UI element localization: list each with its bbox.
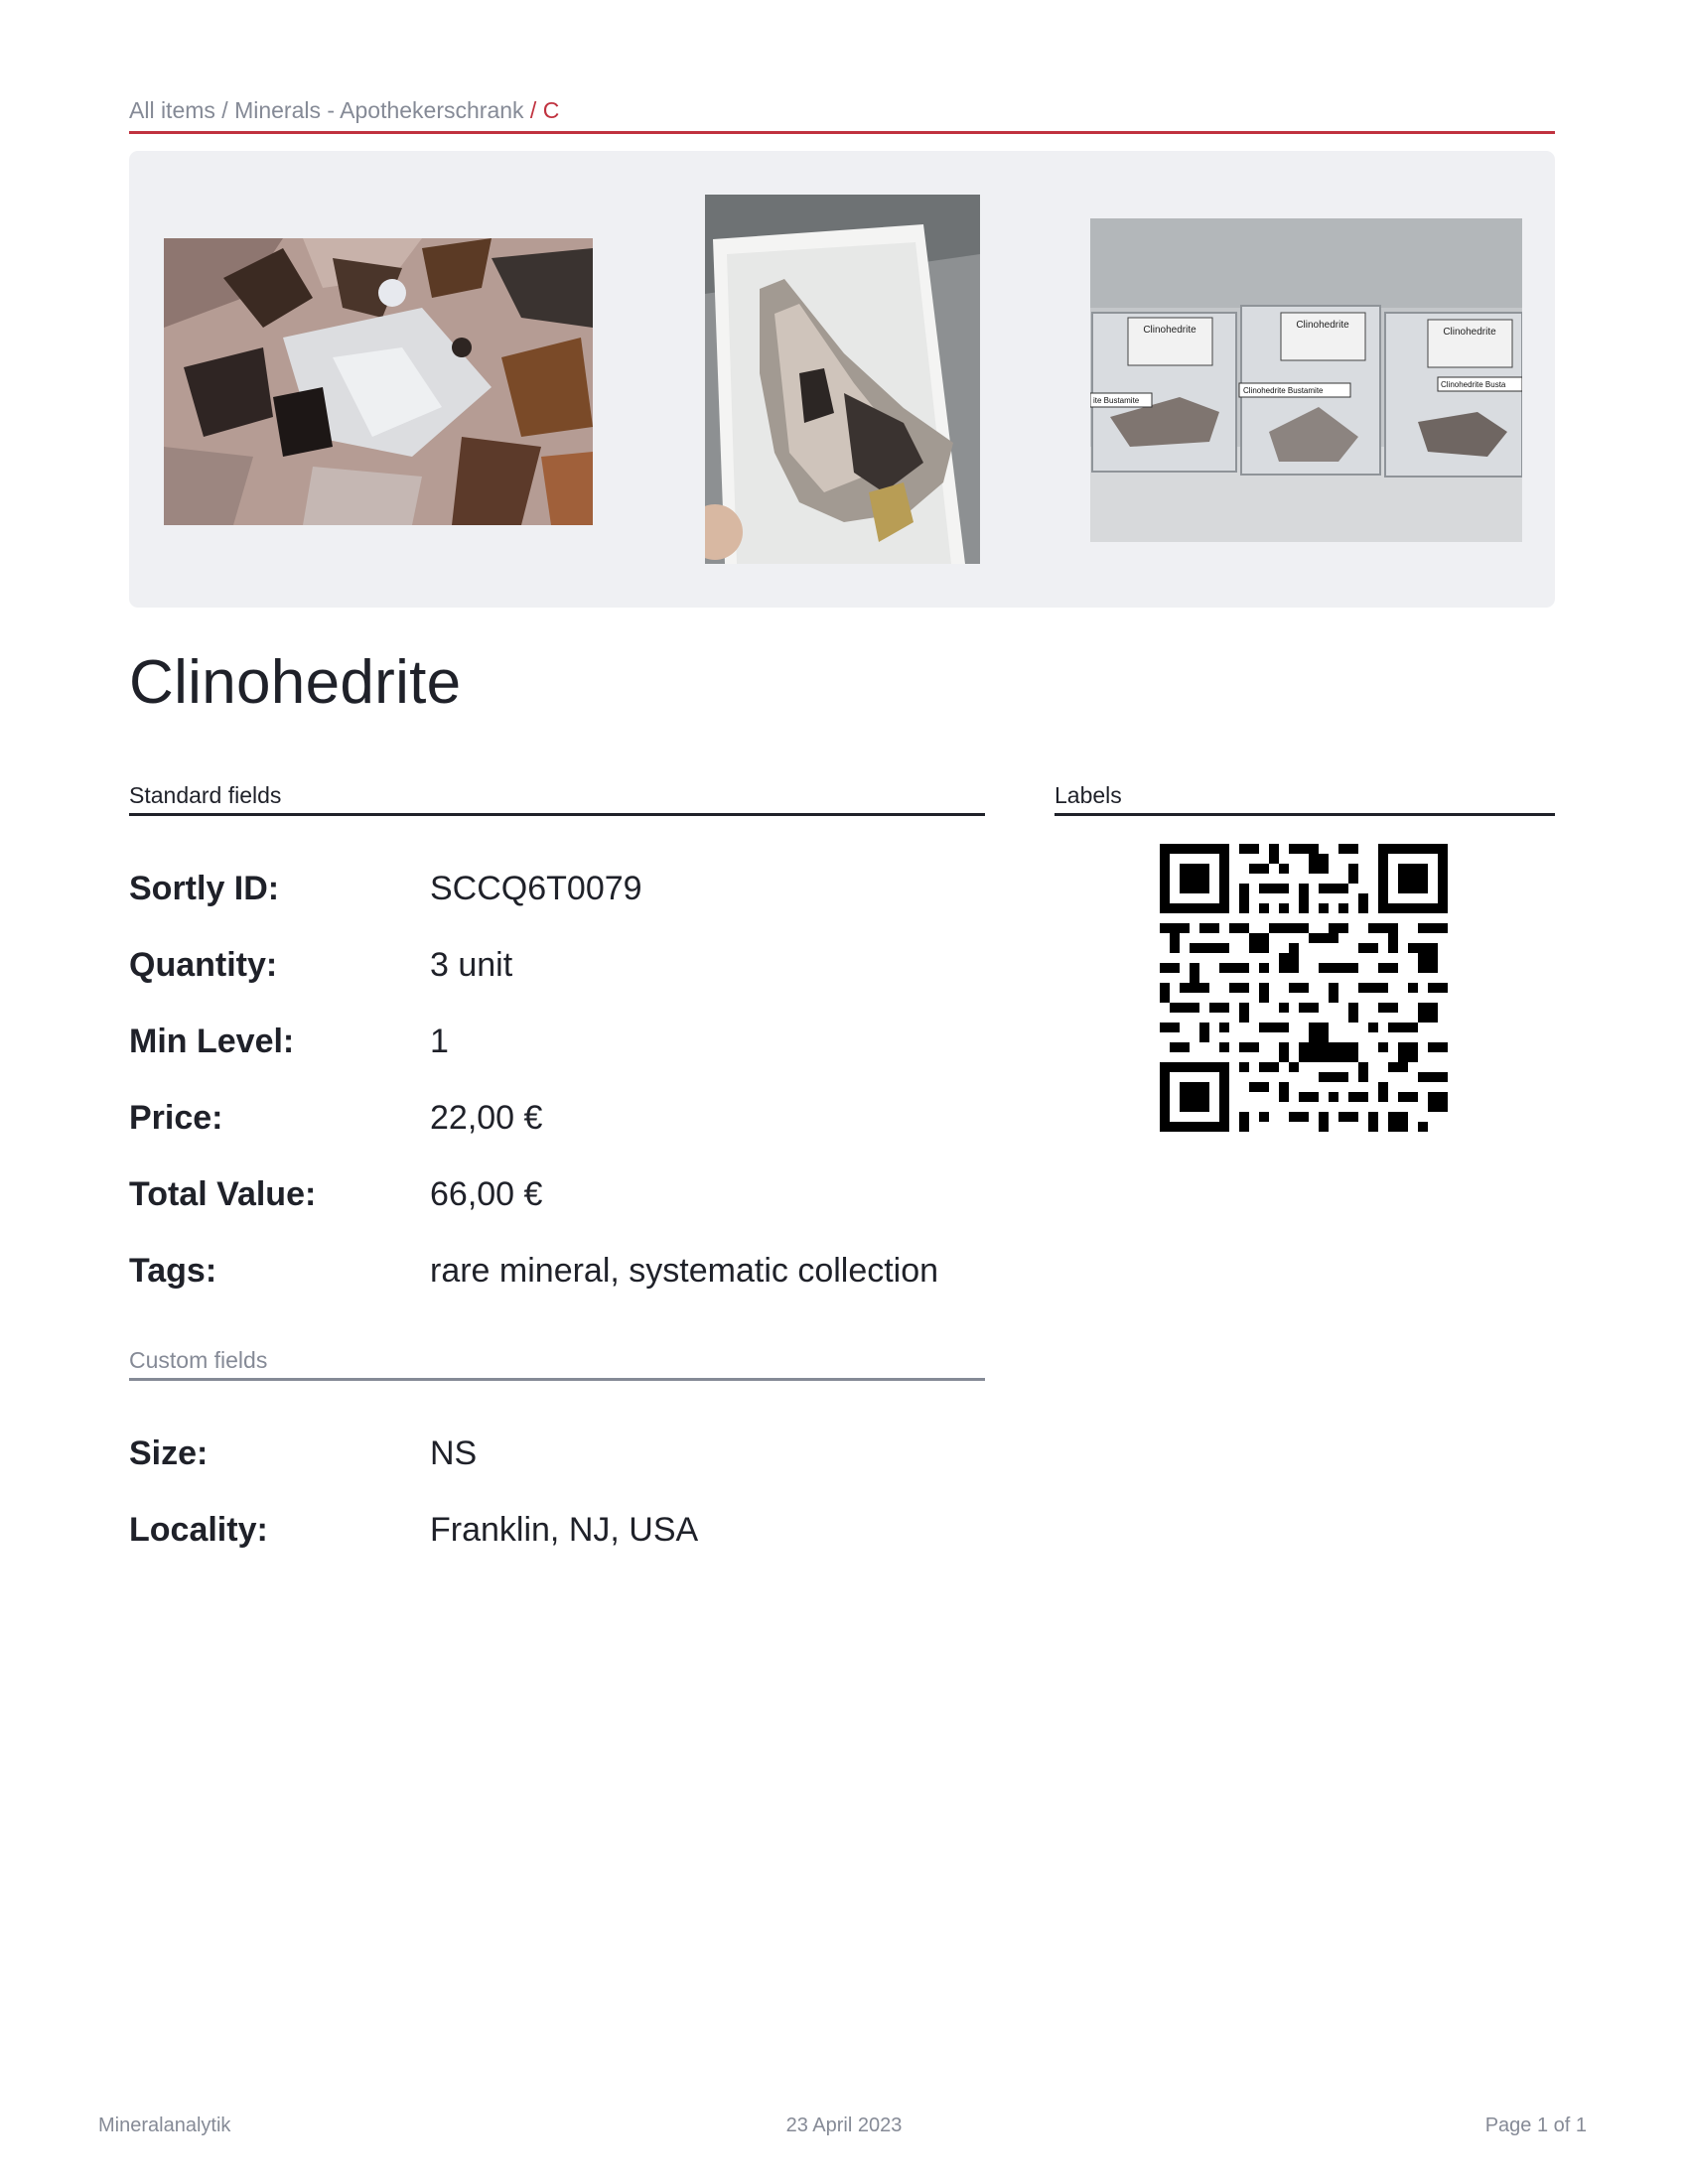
field-price — [129, 1099, 985, 1149]
photo-gallery — [129, 151, 1555, 608]
field-sortly-id — [129, 870, 985, 919]
box-label-bottom-1: ite Bustamite — [1093, 396, 1140, 405]
page-title: Clinohedrite — [129, 648, 462, 717]
breadcrumb-separator-current: / — [523, 97, 543, 123]
field-label: Size: — [129, 1434, 209, 1472]
box-label-header-1: Clinohedrite — [1143, 325, 1196, 336]
breadcrumb-item-all[interactable]: All items — [129, 97, 215, 123]
labeled-boxes-photo[interactable] — [1090, 218, 1522, 542]
field-label: Min Level: — [129, 1023, 295, 1060]
footer-date: 23 April 2023 — [785, 2115, 903, 2136]
standard-fields-header: Standard fields — [129, 782, 985, 816]
field-label: Sortly ID: — [129, 870, 280, 907]
field-value: NS — [430, 1434, 478, 1472]
labels-header: Labels — [1055, 782, 1555, 816]
box-label-bottom-2: Clinohedrite Bustamite — [1243, 386, 1324, 395]
field-value: rare mineral, systematic collection — [430, 1252, 939, 1290]
field-tags — [129, 1252, 985, 1301]
custom-fields-header: Custom fields — [129, 1347, 985, 1381]
footer-page-number: Page 1 of 1 — [1484, 2115, 1587, 2136]
specimen-box-image — [705, 195, 980, 564]
labeled-boxes-image — [1090, 218, 1522, 542]
breadcrumb-current: C — [542, 97, 560, 123]
specimen-box-photo[interactable] — [705, 195, 980, 564]
breadcrumb — [129, 97, 1555, 134]
box-label-bottom-3: Clinohedrite Busta — [1441, 380, 1506, 389]
field-value: SCCQ6T0079 — [430, 870, 642, 907]
field-value: 66,00 € — [430, 1175, 543, 1213]
footer-company: Mineralanalytik — [98, 2115, 231, 2136]
mineral-closeup-photo[interactable] — [164, 238, 593, 525]
field-label: Locality: — [129, 1511, 268, 1549]
field-quantity — [129, 946, 985, 996]
qr-code-icon[interactable] — [1160, 844, 1448, 1132]
box-label-header-3: Clinohedrite — [1443, 327, 1496, 338]
field-value: 22,00 € — [430, 1099, 543, 1137]
field-value: Franklin, NJ, USA — [430, 1511, 699, 1549]
field-label: Price: — [129, 1099, 223, 1137]
breadcrumb-separator: / — [214, 97, 235, 123]
field-size — [129, 1434, 985, 1484]
field-value: 3 unit — [430, 946, 513, 984]
field-min-level — [129, 1023, 985, 1072]
field-label: Tags: — [129, 1252, 217, 1290]
breadcrumb-item-folder[interactable]: Minerals - Apothekerschrank — [234, 97, 524, 123]
field-label: Total Value: — [129, 1175, 317, 1213]
field-total-value — [129, 1175, 985, 1225]
field-label: Quantity: — [129, 946, 278, 984]
qr-code-image — [1160, 844, 1448, 1132]
mineral-closeup-image — [164, 238, 593, 525]
field-value: 1 — [430, 1023, 449, 1060]
field-locality — [129, 1511, 985, 1561]
box-label-header-2: Clinohedrite — [1296, 320, 1349, 331]
